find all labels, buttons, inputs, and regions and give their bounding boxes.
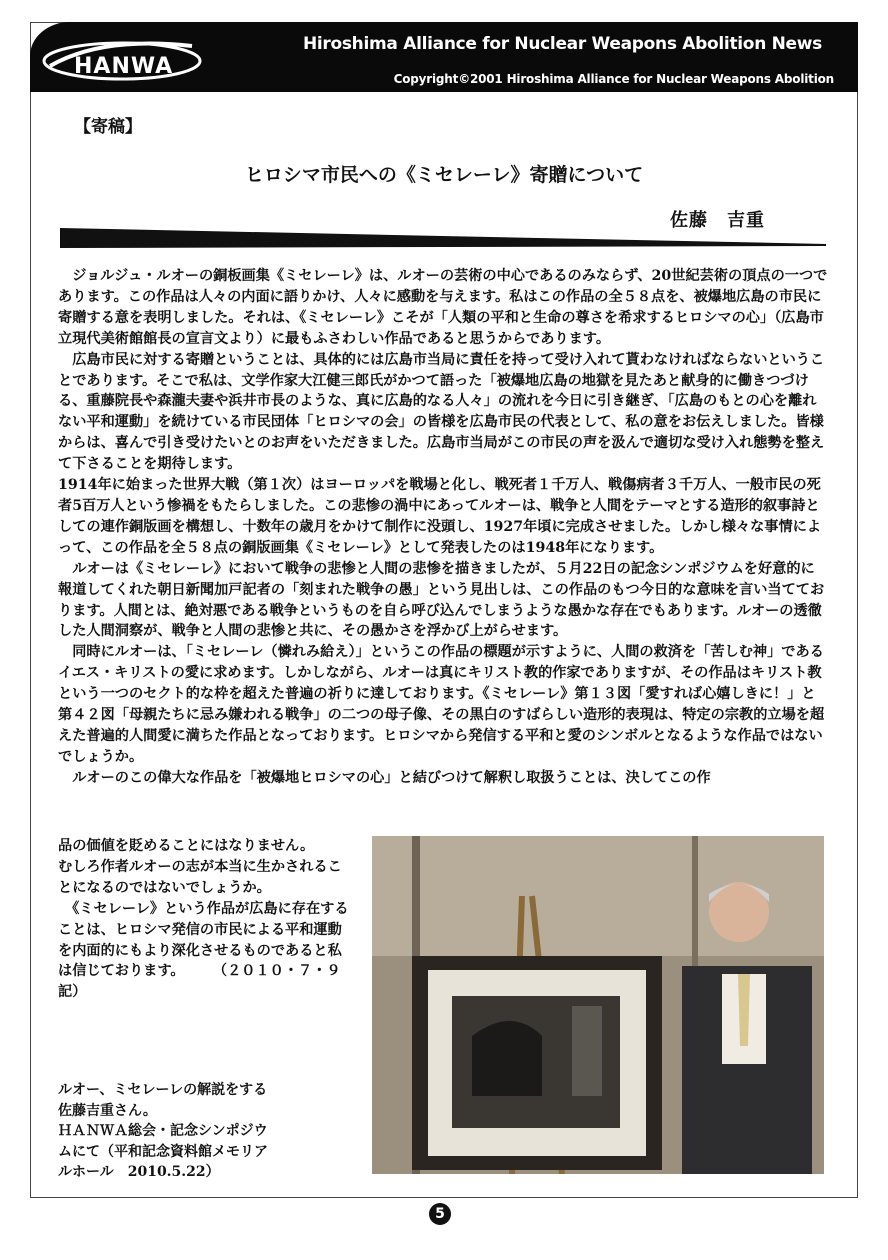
caption-line: ルホール 2010.5.22） <box>58 1164 220 1180</box>
hanwa-logo <box>42 36 210 86</box>
caption-line: ムにて（平和記念資料館メモリア <box>58 1143 268 1160</box>
caption-line: ＨＡＮＷＡ総会・記念シンポジウ <box>58 1123 268 1139</box>
title-rule <box>60 226 826 250</box>
section-tag: 【寄稿】 <box>74 117 142 137</box>
header-copyright: Copyright©2001 Hiroshima Alliance for Nuclear Weapons Abolition <box>393 72 834 86</box>
caption-line: 佐藤吉重さん。 <box>58 1102 157 1119</box>
body-paragraph: 同時にルオーは、「ミセレーレ（憐れみ給え）」というこの作品の標題が示すように、人間の救済を「苦しむ神」であるイエス・キリストの愛に求めます。しかしながら、ルオーは真にキリスト教的作家でありますが、その作品はキリスト教という一つのセクト的な枠を超えた普遍の祈りに達しております。《ミセレーレ》第１３図「愛すれば心嬉しきに！」と第４２図「母親たちに忌み嫌われる戦争」の二つの母子像、その黒白のすばらしい造形的表現は、特定の宗教的立場を超えた普遍的人間愛に満ちた作品となっております。ヒロシマから発信する平和と愛のシンボルとなるような作品ではないでしょうか。 <box>58 644 825 765</box>
newsletter-header <box>30 22 858 92</box>
body-paragraph: むしろ作者ルオーの志が本当に生かされることになるのではないでしょうか。 <box>58 858 342 896</box>
body-paragraph: ジョルジュ・ルオーの銅板画集《ミセレーレ》は、ルオーの芸術の中心であるのみならず、20世紀芸術の頂点の一つであります。この作品は人々の内面に語りかけ、人々に感動を与えます。私はこの作品の全５８点を、被爆地広島の市民に寄贈する意を表明しました。それは、《ミセレーレ》こそが「人類の平和と生命の尊さを希求するヒロシマの心」（広島市立現代美術館館長の宣言文より）に最もふさわしい作品であると思うからであります。 <box>58 268 828 347</box>
article-author: 佐藤 吉重 <box>670 210 765 231</box>
article-title: ヒロシマ市民への《ミセレーレ》寄贈について <box>244 164 644 186</box>
article-body <box>58 266 828 789</box>
photo-author-with-miserere <box>372 836 824 1174</box>
body-paragraph: ルオーは《ミセレーレ》において戦争の悲惨と人間の悲惨を描きましたが、５月22日の記念シンポジウムを好意的に報道してくれた朝日新聞加戸記者の「刻まれた戦争の愚」という見出しは、この作品のもつ今日的な意味を言い当てております。人間とは、絶対悪である戦争というものを自ら呼び込んでしまうような愚かな存在でもあります。ルオーの透徹した人間洞察が、戦争と人間の悲惨と共に、その愚かさを浮かび上がらせます。 <box>58 560 825 640</box>
photo-caption <box>58 1080 358 1183</box>
body-paragraph: 広島市民に対する寄贈ということは、具体的には広島市当局に責任を持って受け入れて貰わなければならないということであります。そこで私は、文学作家大江健三郎氏がかつて語った「被爆地広島の地獄を見たあと献身的に働きつづける、重藤院長や森瀧夫妻や浜井市長のような、真に広島的なる人々」の流れを今日に引き継ぎ、「広島のもとの心を離れない平和運動」を続けている市民団体「ヒロシマの会」の皆様を広島市民の代表として、私の意をお伝えしました。皆様からは、喜んで引き受けたいとのお声をいただきました。広島市当局がこの市民の声を汲んで適切な受け入れ態勢を整えて下さることを期待します。 <box>58 351 825 473</box>
body-paragraph: 《ミセレーレ》という作品が広島に存在することは、ヒロシマ発信の市民による平和運動を内面的にもより深化させるものであると私は信じております。 （２０１０・７・９記） <box>58 900 349 1001</box>
caption-line: ルオー、ミセレーレの解説をする <box>58 1082 268 1098</box>
article-body-continued <box>58 836 350 1003</box>
page-number: 5 <box>429 1203 451 1225</box>
logo-text: HANWA <box>74 54 174 79</box>
body-paragraph: 品の価値を貶めることにはなりません。 <box>58 838 315 854</box>
body-paragraph: ルオーのこの偉大な作品を「被爆地ヒロシマの心」と結びつけて解釈し取扱うことは、決してこの作 <box>58 769 711 786</box>
body-paragraph: 1914年に始まった世界大戦（第１次）はヨーロッパを戦場と化し、戦死者１千万人、戦傷病者３千万人、一般市民の死者5百万人という惨禍をもたらしました。この悲惨の渦中にあってルオーは、戦争と人間をテーマとする造形的叙事詩としての連作銅版画を構想し、十数年の歳月をかけて制作に没頭し、1927年頃に完成させました。しかし様々な事情によって、この作品を全５８点の銅版画集《ミセレーレ》として発表したのは1948年になります。 <box>58 477 822 556</box>
header-title: Hiroshima Alliance for Nuclear Weapons Abolition News <box>302 34 822 54</box>
